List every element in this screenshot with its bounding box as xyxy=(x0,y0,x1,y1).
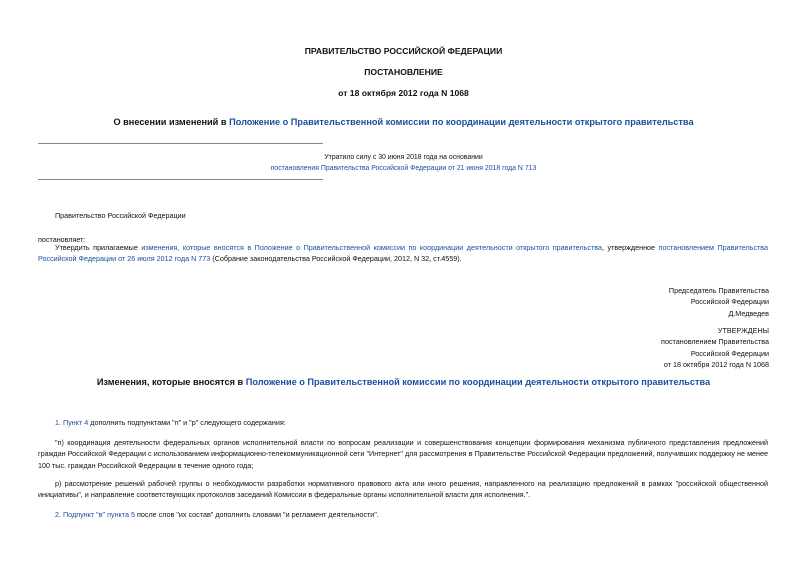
signature-position: Председатель Правительства xyxy=(668,286,769,295)
signature-block xyxy=(669,285,769,319)
item-2 xyxy=(55,509,379,520)
preamble-government: Правительство Российской Федерации xyxy=(55,211,186,220)
preamble-text-prefix: Утвердить прилагаемые xyxy=(55,243,142,252)
changes-title xyxy=(0,377,807,387)
item-1-text: дополнить подпунктами "п" и "р" следующего содержания: xyxy=(88,418,286,427)
preamble-text-mid: , утвержденное xyxy=(602,243,659,252)
changes-title-link[interactable]: Положение о Правительственной комиссии по координации деятельности открытого правительства xyxy=(245,377,711,387)
subitem-r: р) рассмотрение решений рабочей группы о необходимости разработки нормативного правового акта или иного решения, направленного на реализацию предложений в рамках "российской общественной инициативы", и направление соответствующих протоколов заседаний Комиссии в федеральные органы исполнительной власти для исполнения.". xyxy=(38,479,768,500)
approval-line-3: Российской Федерации xyxy=(690,348,769,358)
notice-bottom-divider xyxy=(38,179,323,180)
item-1-number: 1. xyxy=(55,418,63,427)
item-2-text: после слов "их состав" дополнить словами "и регламент деятельности". xyxy=(134,510,379,519)
item-1-link[interactable]: Пункт 4 xyxy=(63,418,89,427)
document-title-link[interactable]: Положение о Правительственной комиссии по координации деятельности открытого правительства xyxy=(229,117,694,127)
changes-link[interactable]: изменения, которые вносятся в Положение о Правительственной комиссии по координации деятельности открытого правительства xyxy=(141,243,602,252)
notice-text: Утратило силу с 30 июня 2018 года на основании xyxy=(324,154,483,161)
subitem-p: "п) координация деятельности федеральных органов исполнительной власти по вопросам реализации и совершенствования концепции формирования механизма публичного представления предложений граждан Российской Федерации с использованием информационно-телекоммуникационной сети "Интернет" для рассмотрения в Правительстве Российской Федерации предложений, получивших поддержку не менее 100 тыс. граждан Российской Федерации в течение одного года; xyxy=(38,438,768,470)
changes-title-prefix: Изменения, которые вносятся в xyxy=(96,377,246,387)
approval-heading: УТВЕРЖДЕНЫ xyxy=(717,326,769,335)
signature-name: Д.Медведев xyxy=(728,308,769,318)
notice-link[interactable]: постановления Правительства Российской Федерации от 21 июня 2018 года N 713 xyxy=(270,165,537,172)
preamble-text-suffix: (Собрание законодательства Российской Федерации, 2012, N 32, ст.4559). xyxy=(210,254,462,264)
document-title-prefix: О внесении изменений в xyxy=(113,117,230,127)
document-date-number: от 18 октября 2012 года N 1068 xyxy=(338,88,469,98)
document-type: ПОСТАНОВЛЕНИЕ xyxy=(364,67,443,77)
item-2-link[interactable]: Подпункт "в" пункта 5 xyxy=(63,510,135,519)
preamble-decrees: постановляет: xyxy=(38,235,86,244)
approval-block xyxy=(661,325,769,370)
document-title xyxy=(0,117,807,127)
approval-line-4: от 18 октября 2012 года N 1068 xyxy=(663,359,769,369)
government-name: ПРАВИТЕЛЬСТВО РОССИЙСКОЙ ФЕДЕРАЦИИ xyxy=(304,46,503,56)
approval-line-2: постановлением Правительства xyxy=(661,337,769,347)
resolution-773-link[interactable]: постановлением Правительства Российской Федерации от 26 июля 2012 года N 773 xyxy=(38,243,769,264)
item-2-number: 2. xyxy=(55,510,63,519)
item-1 xyxy=(55,417,286,428)
signature-country: Российской Федерации xyxy=(690,297,769,307)
preamble-paragraph xyxy=(38,242,768,265)
notice-top-divider xyxy=(38,143,323,144)
